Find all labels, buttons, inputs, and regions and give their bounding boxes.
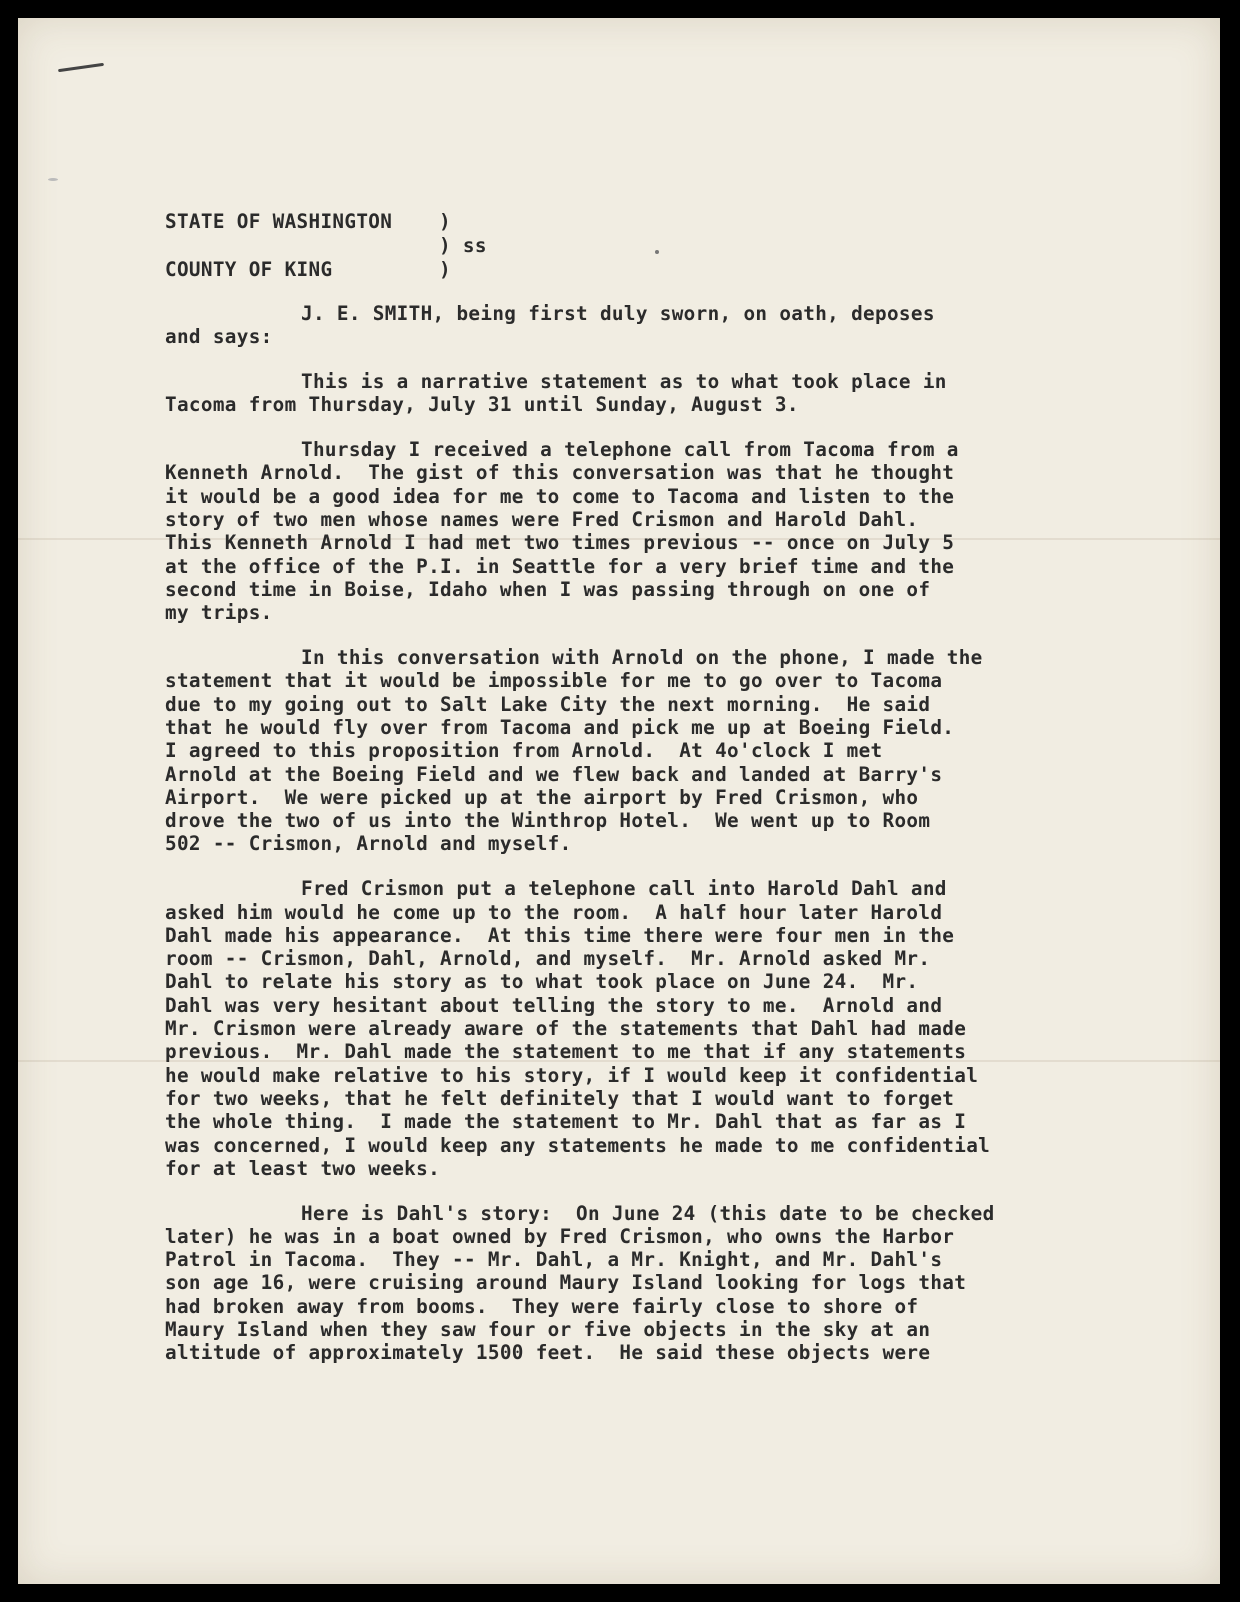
text-line: statement that it would be impossible for me to go over to Tacoma	[165, 669, 943, 693]
caption-paren: )	[439, 258, 451, 281]
text-line: drove the two of us into the Winthrop Hotel. We went up to Room	[165, 809, 931, 833]
text-line: my trips.	[165, 601, 273, 625]
text-line: second time in Boise, Idaho when I was passing through on one of	[165, 577, 931, 601]
state-line: STATE OF WASHINGTON	[165, 210, 393, 233]
text-line: due to my going out to Salt Lake City the next morning. He said	[165, 692, 931, 716]
paragraph	[165, 370, 1145, 417]
caption-paren: )	[439, 210, 451, 233]
paragraph	[165, 1202, 1145, 1365]
ink-mark	[48, 178, 58, 181]
statement-body	[165, 302, 1145, 1365]
venue-ss: ) ss	[439, 234, 487, 257]
text-line: Dahl to relate his story as to what took place on June 24. Mr.	[165, 970, 919, 994]
text-line: Kenneth Arnold. The gist of this conversation was that he thought	[165, 461, 955, 485]
text-line: later) he was in a boat owned by Fred Crismon, who owns the Harbor	[165, 1224, 955, 1248]
text-line: J. E. SMITH, being first duly sworn, on oath, deposes	[301, 302, 935, 325]
affidavit-text	[165, 210, 1145, 1386]
text-line: asked him would he come up to the room. A half hour later Harold	[165, 900, 943, 924]
text-line: the whole thing. I made the statement to Mr. Dahl that as far as I	[165, 1110, 967, 1134]
text-line: Mr. Crismon were already aware of the statements that Dahl had made	[165, 1017, 967, 1041]
venue-caption	[165, 210, 1145, 302]
text-line: Dahl made his appearance. At this time there were four men in the	[165, 923, 955, 947]
text-line: In this conversation with Arnold on the phone, I made the	[301, 646, 983, 670]
text-line: at the office of the P.I. in Seattle for a very brief time and the	[165, 554, 955, 578]
text-line: it would be a good idea for me to come to Tacoma and listen to the	[165, 484, 955, 508]
text-line: Tacoma from Thursday, July 31 until Sunday, August 3.	[165, 393, 799, 417]
text-line: Patrol in Tacoma. They -- Mr. Dahl, a Mr. Knight, and Mr. Dahl's	[165, 1248, 943, 1272]
text-line: room -- Crismon, Dahl, Arnold, and myself. Mr. Arnold asked Mr.	[165, 947, 931, 971]
text-line: for at least two weeks.	[165, 1156, 441, 1180]
text-line: story of two men whose names were Fred Crismon and Harold Dahl.	[165, 508, 919, 532]
text-line: Arnold at the Boeing Field and we flew back and landed at Barry's	[165, 762, 943, 786]
text-line: Airport. We were picked up at the airport by Fred Crismon, who	[165, 785, 919, 809]
text-line: that he would fly over from Tacoma and pick me up at Boeing Field.	[165, 715, 955, 739]
text-line: son age 16, were cruising around Maury Island looking for logs that	[165, 1271, 967, 1295]
paragraph	[165, 877, 1145, 1180]
text-line: I agreed to this proposition from Arnold. At 4o'clock I met	[165, 739, 883, 763]
text-line: and says:	[165, 325, 273, 349]
text-line: This Kenneth Arnold I had met two times previous -- once on July 5	[165, 531, 955, 555]
ink-mark	[58, 63, 104, 72]
paragraph	[165, 646, 1145, 856]
text-line: Fred Crismon put a telephone call into Harold Dahl and	[301, 877, 947, 901]
text-line: previous. Mr. Dahl made the statement to me that if any statements	[165, 1040, 967, 1064]
text-line: he would make relative to his story, if I would keep it confidential	[165, 1063, 979, 1087]
text-line: 502 -- Crismon, Arnold and myself.	[165, 832, 572, 856]
paragraph	[165, 438, 1145, 624]
text-line: Thursday I received a telephone call from Tacoma from a	[301, 438, 959, 462]
paragraph	[165, 302, 1145, 349]
text-line: Here is Dahl's story: On June 24 (this date to be checked	[301, 1201, 995, 1225]
text-line: had broken away from booms. They were fairly close to shore of	[165, 1294, 919, 1318]
text-line: altitude of approximately 1500 feet. He said these objects were	[165, 1341, 931, 1365]
county-line: COUNTY OF KING	[165, 258, 333, 281]
text-line: Maury Island when they saw four or five objects in the sky at an	[165, 1318, 931, 1342]
text-line: This is a narrative statement as to what took place in	[301, 370, 947, 394]
text-line: for two weeks, that he felt definitely that I would want to forget	[165, 1086, 955, 1110]
text-line: Dahl was very hesitant about telling the story to me. Arnold and	[165, 993, 943, 1017]
text-line: was concerned, I would keep any statements he made to me confidential	[165, 1133, 991, 1157]
